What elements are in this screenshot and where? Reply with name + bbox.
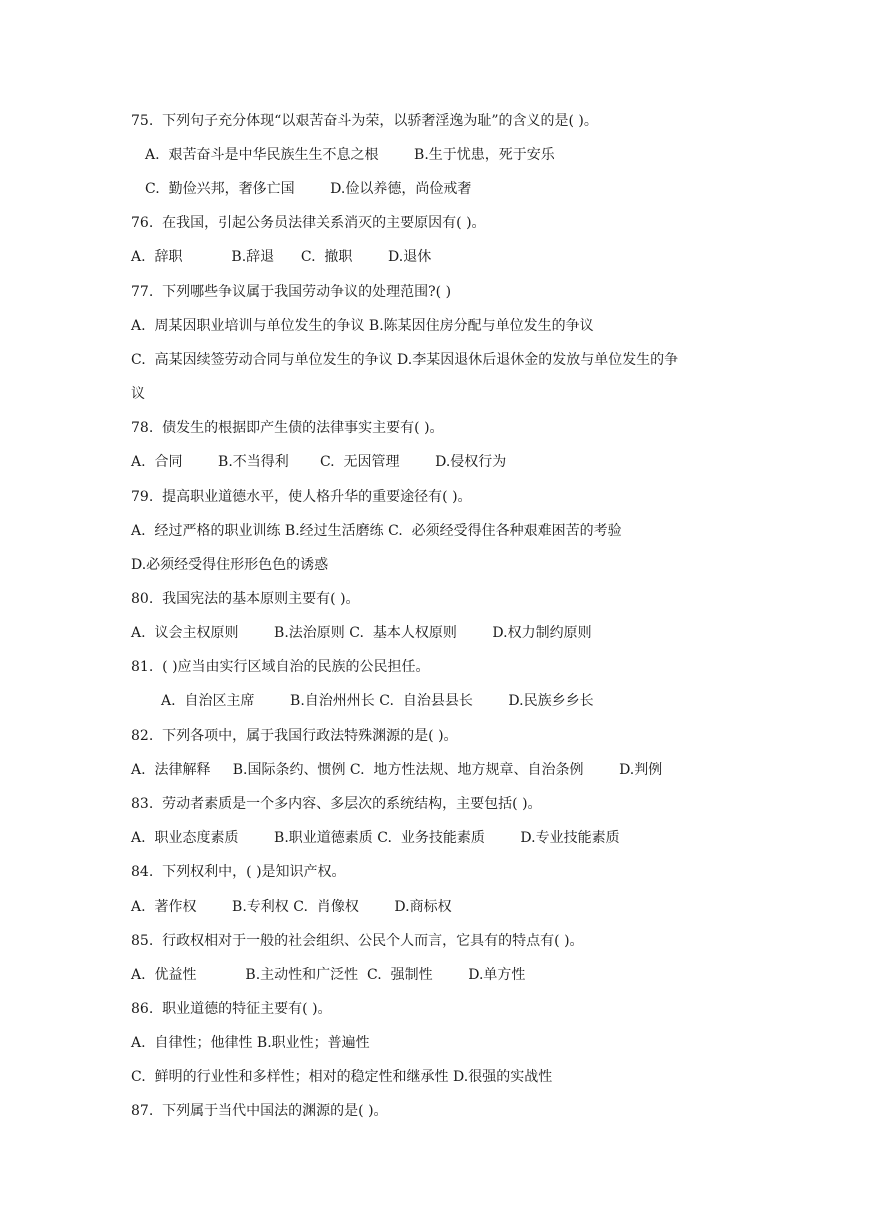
question-78-options: A. 合同 B.不当得利 C. 无因管理 D.侵权行为 (131, 454, 507, 470)
question-76: 76. 在我国，引起公务员法律关系消灭的主要原因有( )。 (131, 215, 486, 231)
question-77: 77. 下列哪些争议属于我国劳动争议的处理范围?( ) (131, 284, 452, 300)
question-76-options: A. 辞职 B.辞退 C. 撤职 D.退休 (131, 249, 432, 265)
question-86-options-ab: A. 自律性；他律性 B.职业性；普遍性 (131, 1035, 370, 1051)
question-87: 87. 下列属于当代中国法的渊源的是( )。 (131, 1103, 388, 1119)
question-80: 80. 我国宪法的基本原则主要有( )。 (131, 591, 360, 607)
question-77-options-wrap: 议 (131, 386, 145, 402)
question-75-options-ab: A. 艰苦奋斗是中华民族生生不息之根 B.生于忧患，死于安乐 (145, 147, 555, 163)
question-77-options-cd: C. 高某因续签劳动合同与单位发生的争议 D.李某因退休后退休金的发放与单位发生的争 (131, 352, 679, 368)
question-75-options-cd: C. 勤俭兴邦，奢侈亡国 D.俭以养德，尚俭戒奢 (145, 181, 472, 197)
question-85-options: A. 优益性 B.主动性和广泛性 C. 强制性 D.单方性 (131, 967, 526, 983)
question-77-options-ab: A. 周某因职业培训与单位发生的争议 B.陈某因住房分配与单位发生的争议 (131, 318, 594, 334)
question-79-option-d: D.必须经受得住形形色色的诱惑 (131, 557, 329, 573)
question-84: 84. 下列权利中，( )是知识产权。 (131, 864, 346, 880)
question-81-options: A. 自治区主席 B.自治州州长 C. 自治县县长 D.民族乡乡长 (161, 693, 594, 709)
question-78: 78. 债发生的根据即产生债的法律事实主要有( )。 (131, 420, 444, 436)
question-81: 81. ( )应当由实行区域自治的民族的公民担任。 (131, 659, 430, 675)
question-80-options: A. 议会主权原则 B.法治原则 C. 基本人权原则 D.权力制约原则 (131, 625, 592, 641)
question-75: 75. 下列句子充分体现“以艰苦奋斗为荣，以骄奢淫逸为耻”的含义的是( )。 (131, 113, 598, 129)
question-82-options: A. 法律解释 B.国际条约、惯例 C. 地方性法规、地方规章、自治条例 D.判例 (131, 762, 663, 778)
question-82: 82. 下列各项中，属于我国行政法特殊渊源的是( )。 (131, 728, 458, 744)
question-83: 83. 劳动者素质是一个多内容、多层次的系统结构，主要包括( )。 (131, 796, 542, 812)
question-79-options-abc: A. 经过严格的职业训练 B.经过生活磨练 C. 必须经受得住各种艰难困苦的考验 (131, 523, 622, 539)
question-84-options: A. 著作权 B.专利权 C. 肖像权 D.商标权 (131, 899, 452, 915)
question-86: 86. 职业道德的特征主要有( )。 (131, 1001, 332, 1017)
question-86-options-cd: C. 鲜明的行业性和多样性；相对的稳定性和继承性 D.很强的实战性 (131, 1069, 553, 1085)
question-85: 85. 行政权相对于一般的社会组织、公民个人而言，它具有的特点有( )。 (131, 933, 584, 949)
question-79: 79. 提高职业道德水平，使人格升华的重要途径有( )。 (131, 489, 472, 505)
question-83-options: A. 职业态度素质 B.职业道德素质 C. 业务技能素质 D.专业技能素质 (131, 830, 620, 846)
